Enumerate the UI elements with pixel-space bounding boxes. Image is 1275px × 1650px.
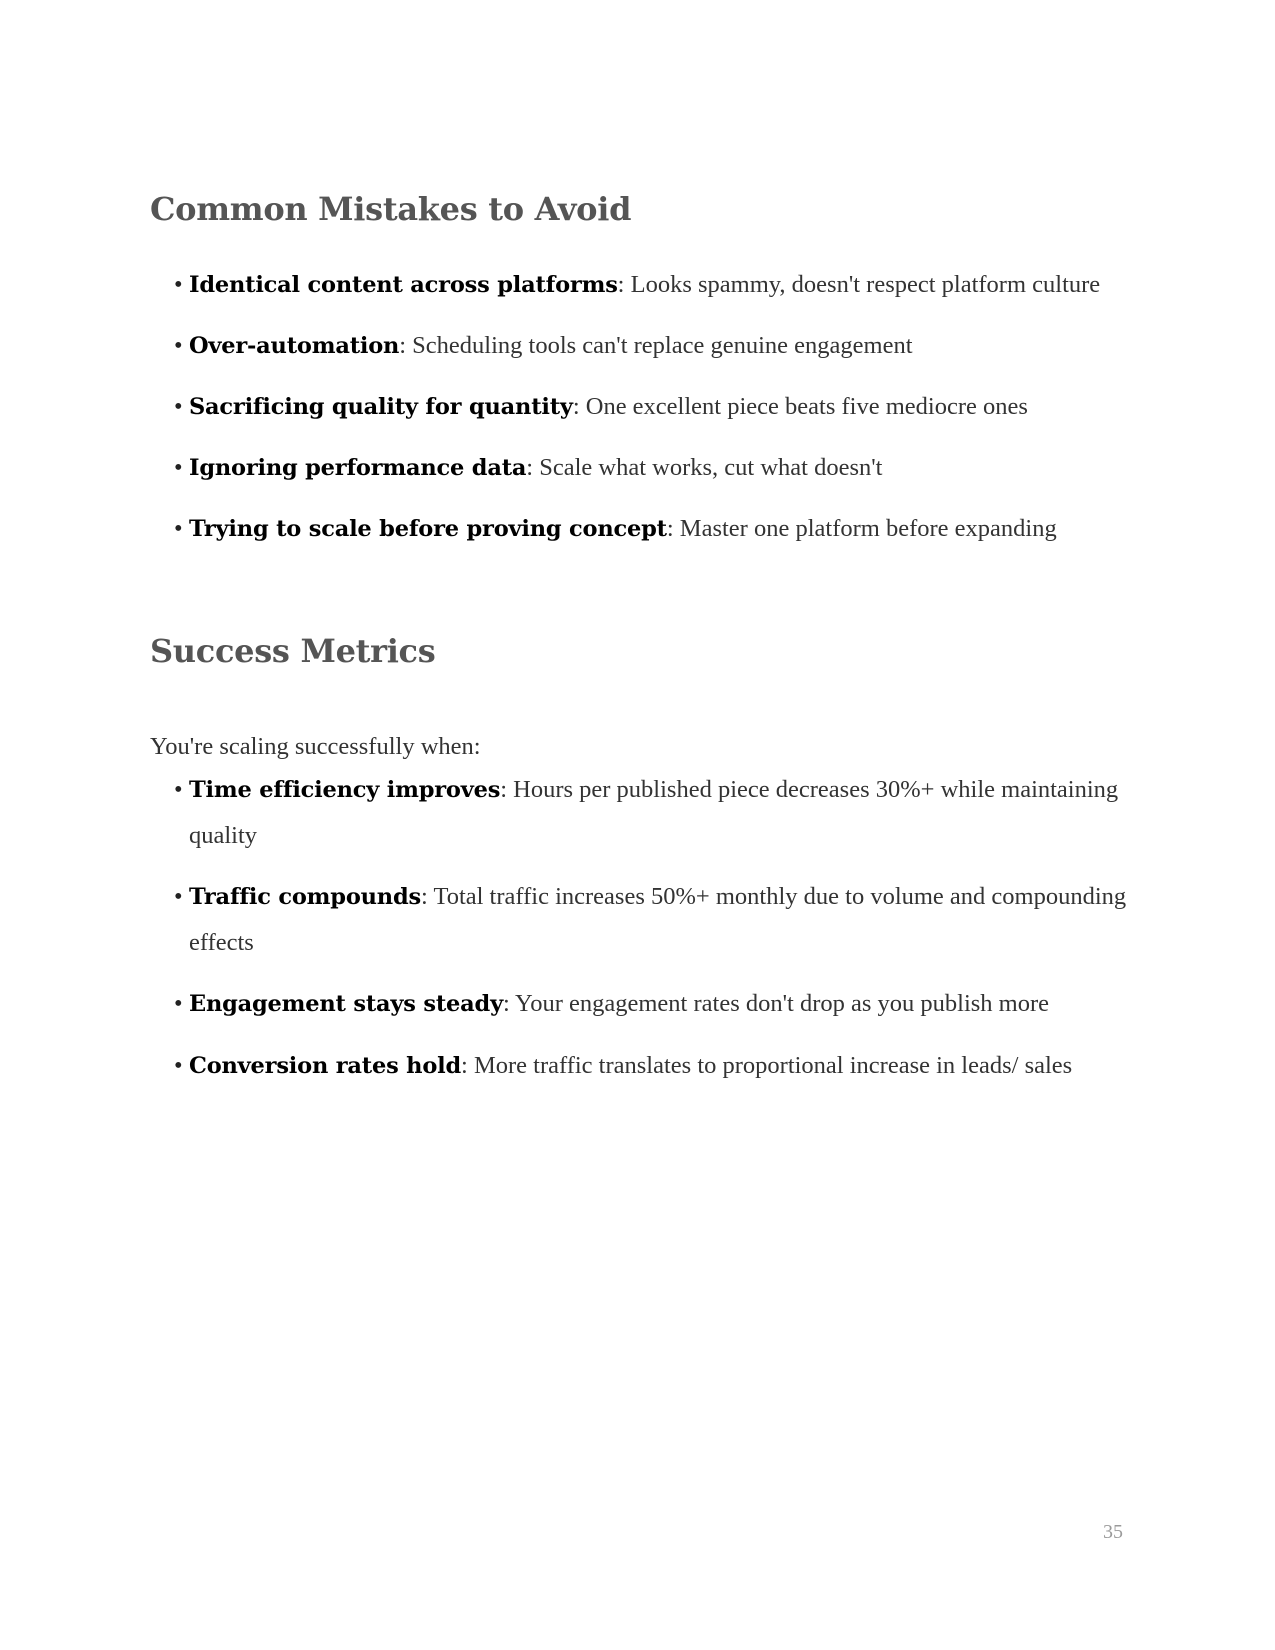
- list-item: [150, 323, 1130, 369]
- bullet-icon: •: [174, 776, 183, 803]
- item-desc: : Hours per published piece decreases 30%+ while maintaining quality: [189, 776, 1119, 849]
- item-desc: : More traffic translates to proportional increase in leads/ sales: [461, 1052, 1073, 1079]
- item-term: Ignoring performance data: [189, 455, 527, 481]
- item-desc: : Looks spammy, doesn't respect platform culture: [617, 271, 1101, 298]
- item-desc: : One excellent piece beats five mediocre ones: [572, 393, 1028, 420]
- bullet-icon: •: [174, 515, 183, 542]
- bullet-icon: •: [174, 990, 183, 1017]
- list-item: [150, 981, 1130, 1027]
- section-heading-metrics: Success Metrics: [150, 632, 436, 670]
- list-item: [150, 445, 1130, 491]
- list-item: [150, 874, 1130, 965]
- metrics-list: [150, 767, 1130, 1105]
- item-term: Time efficiency improves: [189, 777, 501, 803]
- list-item: [150, 506, 1130, 552]
- bullet-icon: •: [174, 454, 183, 481]
- item-desc: : Scheduling tools can't replace genuine engagement: [399, 332, 913, 359]
- list-item: [150, 767, 1130, 858]
- mistakes-list: [150, 262, 1130, 567]
- item-term: Over-automation: [189, 333, 400, 359]
- bullet-icon: •: [174, 393, 183, 420]
- bullet-icon: •: [174, 332, 183, 359]
- item-term: Conversion rates hold: [189, 1053, 462, 1079]
- item-term: Sacrificing quality for quantity: [189, 394, 573, 420]
- bullet-icon: •: [174, 271, 183, 298]
- list-item: [150, 384, 1130, 430]
- item-term: Identical content across platforms: [189, 272, 618, 298]
- item-term: Trying to scale before proving concept: [189, 516, 667, 542]
- section-intro: You're scaling successfully when:: [150, 732, 481, 760]
- item-term: Traffic compounds: [189, 884, 421, 910]
- item-desc: : Scale what works, cut what doesn't: [526, 454, 883, 481]
- page-number: 35: [1103, 1521, 1123, 1543]
- list-item: [150, 262, 1130, 308]
- bullet-icon: •: [174, 883, 183, 910]
- item-desc: : Total traffic increases 50%+ monthly due to volume and compounding effects: [189, 883, 1127, 956]
- item-term: Engagement stays steady: [189, 991, 503, 1017]
- item-desc: : Master one platform before expanding: [666, 515, 1057, 542]
- list-item: [150, 1043, 1130, 1089]
- section-heading-mistakes: Common Mistakes to Avoid: [150, 190, 632, 228]
- item-desc: : Your engagement rates don't drop as you publish more: [502, 990, 1050, 1017]
- bullet-icon: •: [174, 1052, 183, 1079]
